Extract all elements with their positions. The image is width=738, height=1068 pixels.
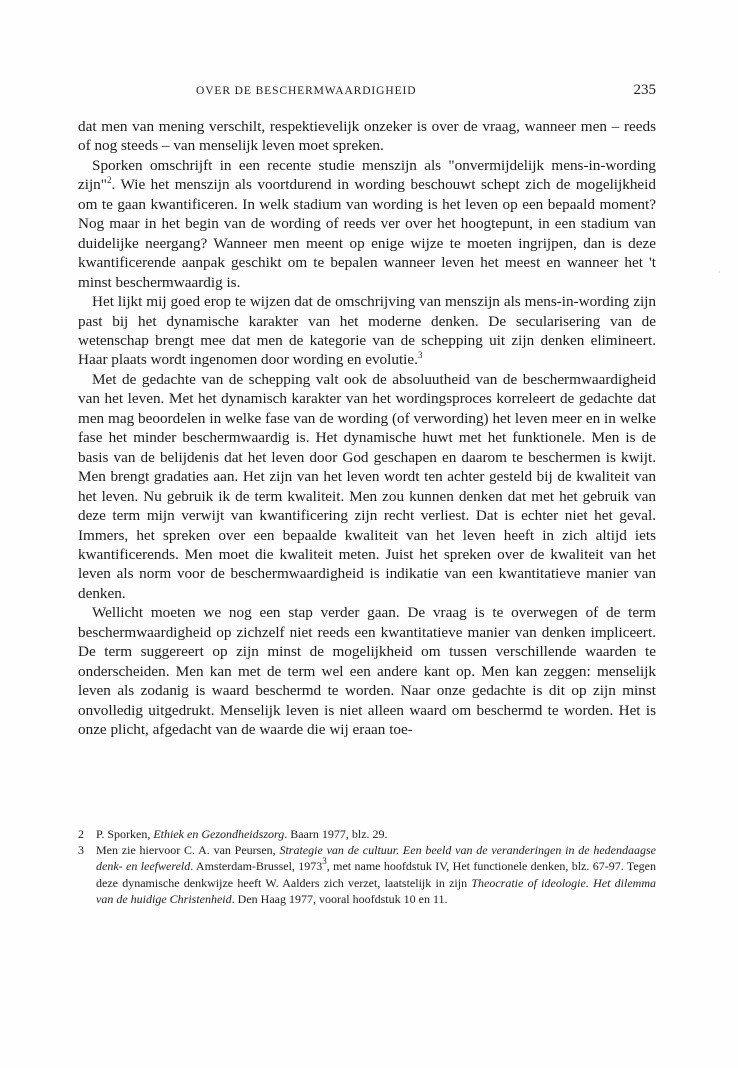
- footnote-text-part: P. Sporken,: [96, 827, 154, 841]
- footnote-text: [96, 842, 656, 907]
- footnote-text-part: . Den Haag 1977, vooral hoofdstuk 10 en 11.: [231, 891, 448, 906]
- edition-superscript: 3: [322, 856, 327, 867]
- paragraph-5: Wellicht moeten we nog een stap verder gaan. De vraag is te overwegen of de term beschermwaardigheid op zichzelf niet reeds een kwantitatieve manier van denken impliceert. De term suggereert op zijn minst de mogelijkheid om tussen verschillende waarden te onderscheiden. Men kan met de term wel een andere kant op. Men kan zeggen: menselijk leven als zodanig is waard beschermd te worden. Naar onze gedachte is dit op zijn minst onvolledig uitgedrukt. Menselijk leven is niet alleen waard om beschermd te worden. Het is onze plicht, afgedacht van de waarde die wij eraan toe-: [78, 604, 656, 739]
- footnote-ref-2: 2: [106, 175, 112, 186]
- footnote-text-part: . Amsterdam-Brussel, 1973: [190, 859, 323, 874]
- footnote-text-part: Men zie hiervoor C. A. van Peursen,: [96, 843, 280, 858]
- margin-speck: ·: [718, 268, 721, 277]
- footnote-text: [96, 826, 656, 842]
- paragraph-1: dat men van mening verschilt, respektievelijk onzeker is over de vraag, wanneer men – reeds of nog steeds – van menselijk leven moet spreken.: [78, 118, 656, 155]
- footnote-2: [78, 826, 656, 842]
- running-header: [78, 82, 656, 102]
- footnote-text-part: . Baarn 1977, blz. 29.: [284, 827, 388, 841]
- paragraph-4: Met de gedachte van de schepping valt ook de absoluutheid van de beschermwaardigheid van het leven. Met het dynamisch karakter van het wordingsproces korreleert de gedachte dat men mag beoordelen in welke fase van de wording (of verwording) het leven meer en in welke fase het minder beschermwaardig is. Het dynamische huwt met het funktionele. Men is de basis van de belijdenis dat het leven door God geschapen en daarom te beschermen is kwijt. Men brengt gradaties aan. Het zijn van het leven wordt ten achter gesteld bij de kwaliteit van het leven. Nu gebruik ik de term kwaliteit. Men zou kunnen denken dat met het gebruik van deze term mijn verwijt van kwantificering zijn recht verliest. Dat is echter niet het geval. Immers, het spreken over een bepaalde kwaliteit van het leven heeft in zich altijd iets kwantificerends. Men moet die kwaliteit meten. Juist het spreken over de kwaliteit van het leven als norm voor de beschermwaardigheid is indikatie van een kwantitatieve manier van denken.: [78, 370, 656, 602]
- footnote-book-title: Theocratie of ideologie. Het dilemma van de huidige Christenheid: [96, 875, 656, 906]
- paragraph-2: [78, 156, 656, 292]
- paragraph-2-text: Sporken omschrijft in een recente studie menszijn als "onvermijdelijk mens-in-wording zijn": [78, 156, 656, 194]
- footnotes: [78, 826, 656, 907]
- footnote-ref-3: 3: [417, 350, 423, 361]
- paragraph-3-text: Het lijkt mij goed erop te wijzen dat de omschrijving van menszijn als mens-in-wording zijn past bij het dynamische karakter van het moderne denken. De secularisering van de wetenschap brengt mee dat men de kategorie van de schepping uit zijn denken elimineert. Haar plaats wordt ingenomen door wording en evolutie.: [78, 293, 656, 369]
- footnote-number: 2: [78, 827, 84, 841]
- page-number: 235: [633, 82, 656, 98]
- running-title: OVER DE BESCHERMWAARDIGHEID: [196, 85, 417, 97]
- footnote-book-title: Ethiek en Gezondheidszorg: [153, 827, 285, 841]
- paragraph-2-text-cont: . Wie het menszijn als voortdurend in wording beschouwt schept zich de mogelijkheid om te gaan kwantificeren. In welk stadium van wording is het leven op een bepaald moment? Nog maar in het begin van de wording of reeds ver over het hoogtepunt, in een stadium van duidelijke neergang? Wanneer men meent op enige wijze te moeten ingrijpen, dan is deze kwantificerende aanpak geschikt om te bepalen wanneer leven het meest en wanneer het 't minst beschermwaardig is.: [78, 176, 656, 291]
- footnote-3: [78, 842, 656, 907]
- footnote-book-title: Strategie van de cultuur. Een beeld van de veranderingen in de hedendaagse denk- en leefwereld: [96, 843, 656, 874]
- footnote-number: 3: [78, 843, 84, 858]
- body-text: [78, 117, 656, 740]
- paragraph-3: [78, 292, 656, 370]
- footnote-text-part: , met name hoofdstuk IV, Het functionele denken, blz. 67-97. Tegen deze dynamische denkwijze heeft W. Aalders zich verzet, laatstelijk in zijn: [96, 859, 656, 890]
